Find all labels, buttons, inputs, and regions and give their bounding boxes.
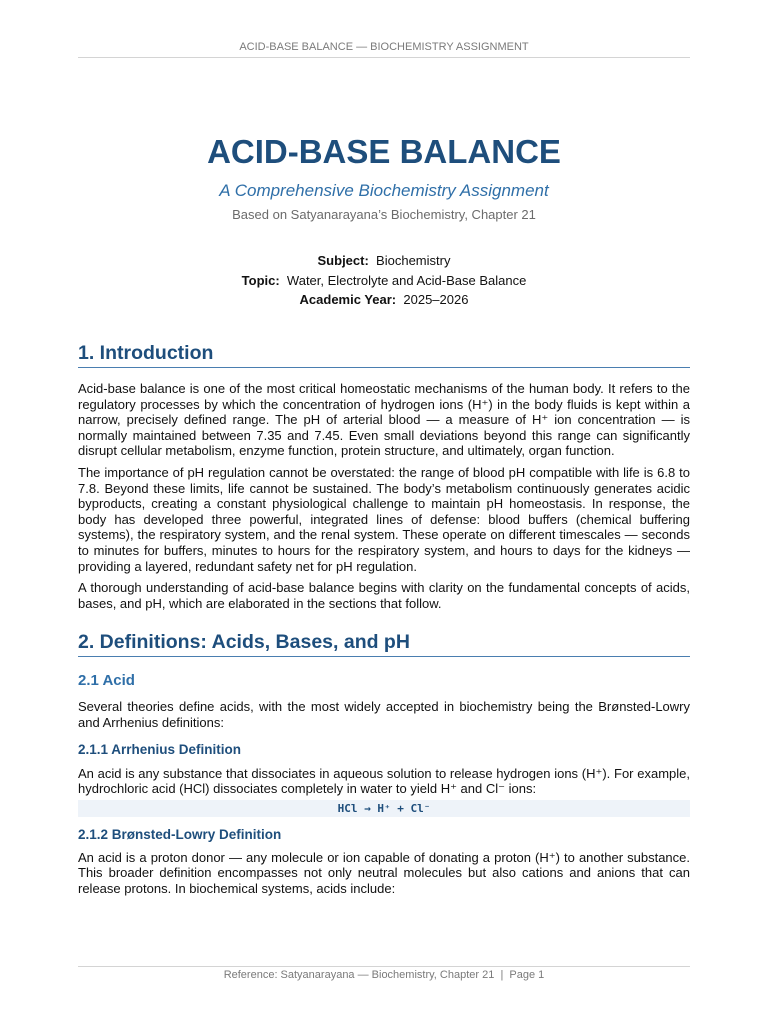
subsubsection-heading-bronsted-lowry: 2.1.2 Brønsted-Lowry Definition bbox=[78, 826, 282, 842]
meta-subject-value: Biochemistry bbox=[376, 253, 451, 268]
document-body bbox=[78, 342, 690, 896]
section-heading-introduction: 1. Introduction bbox=[78, 342, 690, 368]
hcl-dissociation-formula: HCl → H⁺ + Cl⁻ bbox=[78, 800, 690, 817]
meta-year bbox=[78, 290, 690, 310]
meta-year-value: 2025–2026 bbox=[403, 292, 469, 307]
meta-topic-value: Water, Electrolyte and Acid-Base Balance bbox=[286, 272, 527, 288]
section-heading-definitions: 2. Definitions: Acids, Bases, and pH bbox=[78, 631, 690, 657]
document-meta bbox=[78, 251, 690, 310]
intro-paragraph-2: The importance of pH regulation cannot be overstated: the range of blood pH compatible with life is 6.8 to 7.8. Beyond these limits, life cannot be sustained. The body’s metabolism continuously generates acidic byproducts, creating a constant physiological challenge to maintain pH homeostasis. In response, the body has developed three powerful, integrated lines of defense: blood buffers (chemical buffering systems), the respiratory system, and the renal system. These operate on different timescales — seconds to minutes for buffers, minutes to hours for the respiratory system, and hours to days for the kidneys — providing a layered, redundant safety net for pH regulation. bbox=[78, 464, 690, 574]
subsubsection-heading-arrhenius: 2.1.1 Arrhenius Definition bbox=[78, 741, 242, 757]
meta-subject-label: Subject: bbox=[317, 253, 369, 268]
subsection-heading-acid: 2.1 Acid bbox=[78, 672, 135, 690]
meta-subject bbox=[78, 251, 690, 271]
meta-topic bbox=[78, 271, 690, 291]
page-footer: Reference: Satyanarayana — Biochemistry, Chapter 21 | Page 1 bbox=[78, 966, 690, 981]
document-source: Based on Satyanarayana’s Biochemistry, Chapter 21 bbox=[232, 207, 536, 222]
intro-paragraph-1: Acid-base balance is one of the most critical homeostatic mechanisms of the human body. It refers to the regulatory processes by which the concentration of hydrogen ions (H⁺) in the body fluids is kept within a narrow, precisely defined range. The pH of arterial blood — a measure of H⁺ ion concentration — is normally maintained between 7.35 and 7.45. Even small deviations beyond this range can significantly disrupt cellular metabolism, enzyme function, protein structure, and ultimately, organ function. bbox=[78, 381, 690, 459]
intro-paragraph-3: A thorough understanding of acid-base balance begins with clarity on the fundamental concepts of acids, bases, and pH, which are elaborated in the sections that follow. bbox=[78, 580, 690, 611]
arrhenius-paragraph: An acid is any substance that dissociates in aqueous solution to release hydrogen ions (H⁺). For example, hydrochloric acid (HCl) dissociates completely in water to yield H⁺ and Cl⁻ ions: bbox=[78, 765, 690, 797]
document-subtitle: A Comprehensive Biochemistry Assignment bbox=[219, 181, 549, 200]
meta-year-label: Academic Year: bbox=[299, 292, 397, 307]
title-block bbox=[78, 132, 690, 310]
acid-intro-paragraph: Several theories define acids, with the most widely accepted in biochemistry being the Brønsted-Lowry and Arrhenius definitions: bbox=[78, 699, 690, 730]
bronsted-lowry-paragraph: An acid is a proton donor — any molecule or ion capable of donating a proton (H⁺) to another substance. This broader definition encompasses not only neutral molecules but also cations and anions that can release protons. In biochemical systems, acids include: bbox=[78, 849, 690, 896]
document-title: ACID-BASE BALANCE bbox=[207, 133, 561, 170]
running-header: ACID-BASE BALANCE — BIOCHEMISTRY ASSIGNMENT bbox=[78, 41, 690, 58]
meta-topic-label: Topic: bbox=[241, 272, 280, 288]
